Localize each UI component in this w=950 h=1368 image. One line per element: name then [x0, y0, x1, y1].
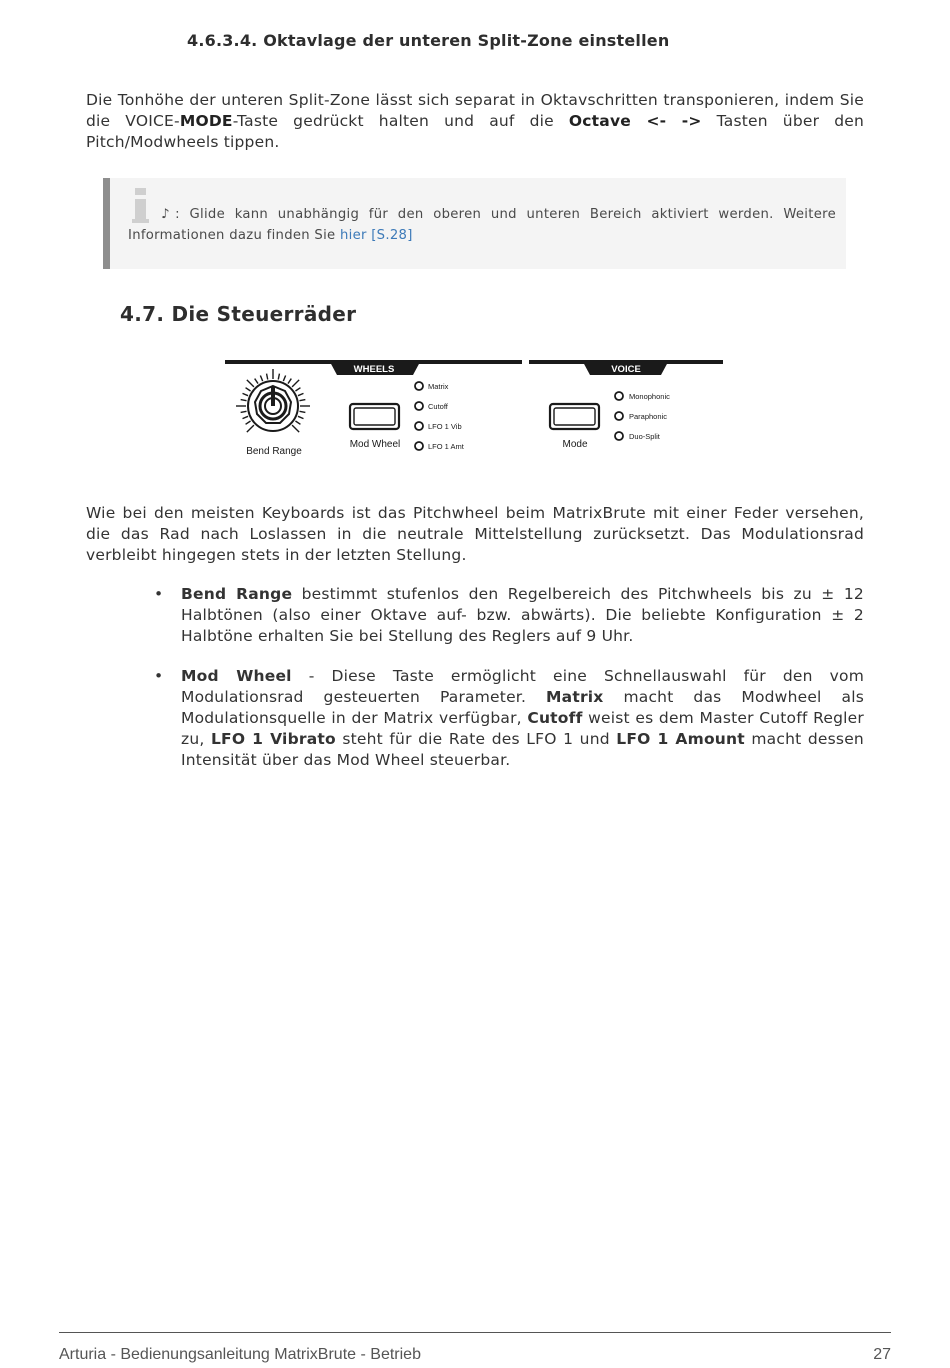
section-heading-4-7: 4.7. Die Steuerräder — [120, 302, 357, 326]
knob-tick — [298, 416, 304, 418]
bold-term: LFO 1 Vibrato — [210, 730, 336, 748]
wheel-option-label: Matrix — [428, 382, 449, 391]
text-run: bestimmt stufenlos den Regelbereich des Pitchwheels bis zu ± 12 Halbtönen (also einer Oktave auf- bzw. abwärts). Die beliebte Konfiguration ± 2 Halbtöne erhalten Sie bei Stellung des Reglers auf 9 Uhr. — [181, 585, 864, 645]
knob-tick — [299, 400, 305, 401]
knob-tick — [246, 421, 251, 424]
knob-tick — [247, 380, 254, 387]
note-text — [128, 204, 836, 246]
text-run: - Diese Taste ermöglicht eine Schnellauswahl für den vom Modulationsrad gesteuerten Parameter. — [181, 667, 865, 706]
bend-range-label: Bend Range — [246, 446, 302, 457]
wheels-voice-panel-illustration — [222, 356, 726, 468]
knob-tick — [255, 379, 258, 384]
lfo1-vib-led — [415, 422, 423, 430]
controls-list — [150, 584, 864, 790]
text-run: Die Tonhöhe der unteren Split-Zone lässt sich separat in Oktavschritten transponieren, indem Sie die VOICE- — [86, 91, 864, 130]
text-run: steht für die Rate des LFO 1 und — [335, 730, 617, 748]
bold-octave: Octave <- -> — [568, 112, 702, 130]
page-number: 27 — [873, 1346, 891, 1363]
lfo1-amt-led — [415, 442, 423, 450]
mod-wheel-label: Mod Wheel — [349, 439, 401, 450]
bold-mode: MODE — [179, 112, 233, 130]
knob-tick — [292, 380, 299, 387]
section-heading-4-6-3-4: 4.6.3.4. Oktavlage der unteren Split-Zone einstellen — [187, 31, 670, 50]
text-run: Tasten über den Pitch/Modwheels tippen. — [86, 112, 864, 151]
note-body: ♪: Glide kann unabhängig für den oberen und unteren Bereich aktiviert werden. Weitere Informationen dazu finden Sie — [128, 207, 836, 243]
knob-tick — [243, 416, 249, 418]
wheel-option-label: LFO 1 Vib — [428, 422, 462, 431]
knob-tick — [288, 379, 291, 384]
knob-tick — [241, 400, 247, 401]
mode-label: Mode — [562, 439, 588, 450]
bold-term: Matrix — [546, 688, 604, 706]
page-link[interactable]: hier [S.28] — [339, 228, 413, 243]
bold-term: LFO 1 Amount — [616, 730, 745, 748]
voice-option-label: Duo-Split — [629, 432, 660, 441]
knob-tick — [292, 425, 299, 432]
footer-text: Arturia - Bedienungsanleitung MatrixBrute - Betrieb — [59, 1346, 421, 1363]
footer-divider — [59, 1332, 891, 1333]
bold-term: Bend Range — [181, 585, 293, 603]
voice-options — [615, 392, 670, 441]
list-item — [150, 584, 864, 647]
knob-tick — [241, 411, 247, 412]
text-run: weist es dem Master Cutoff Regler zu, — [181, 709, 864, 748]
wheel-option-label: Cutoff — [428, 402, 448, 411]
knob-tick — [260, 376, 262, 382]
bend-range-knob — [236, 369, 310, 432]
knob-tick — [267, 374, 268, 380]
voice-option-label: Paraphonic — [629, 412, 667, 421]
octave-paragraph — [86, 90, 864, 153]
wheel-options — [415, 382, 465, 451]
text-run: macht dessen Intensität über das Mod Wheel steuerbar. — [181, 730, 864, 769]
text-run: -Taste gedrückt halten und auf die — [232, 112, 569, 130]
knob-tick — [247, 425, 254, 432]
wheel-option-label: LFO 1 Amt — [428, 442, 464, 451]
knob-tick — [283, 376, 285, 382]
knob-tick — [295, 421, 300, 424]
knob-tick — [246, 388, 251, 391]
matrix-led — [415, 382, 423, 390]
knob-tick — [278, 374, 279, 380]
bold-term: Mod Wheel — [181, 667, 292, 685]
voice-title: VOICE — [611, 364, 641, 375]
knob-tick — [295, 388, 300, 391]
knob-tick — [299, 411, 305, 412]
paraphonic-led — [615, 412, 623, 420]
knob-tick — [243, 393, 249, 395]
wheels-paragraph: Wie bei den meisten Keyboards ist das Pitchwheel beim MatrixBrute mit einer Feder versehen, die das Rad nach Loslassen in die neutrale Mittelstellung zurücksetzt. Das Modulationsrad verbleibt hingegen stets in der letzten Stellung. — [86, 504, 864, 564]
wheels-title: WHEELS — [353, 364, 395, 375]
voice-option-label: Monophonic — [629, 392, 670, 401]
bold-term: Cutoff — [527, 709, 583, 727]
info-note-box — [103, 178, 846, 269]
list-item — [150, 666, 864, 771]
knob-tick — [298, 393, 304, 395]
duo-split-led — [615, 432, 623, 440]
cutoff-led — [415, 402, 423, 410]
text-run: macht das Modwheel als Modulationsquelle in der Matrix verfügbar, — [181, 688, 864, 727]
monophonic-led — [615, 392, 623, 400]
